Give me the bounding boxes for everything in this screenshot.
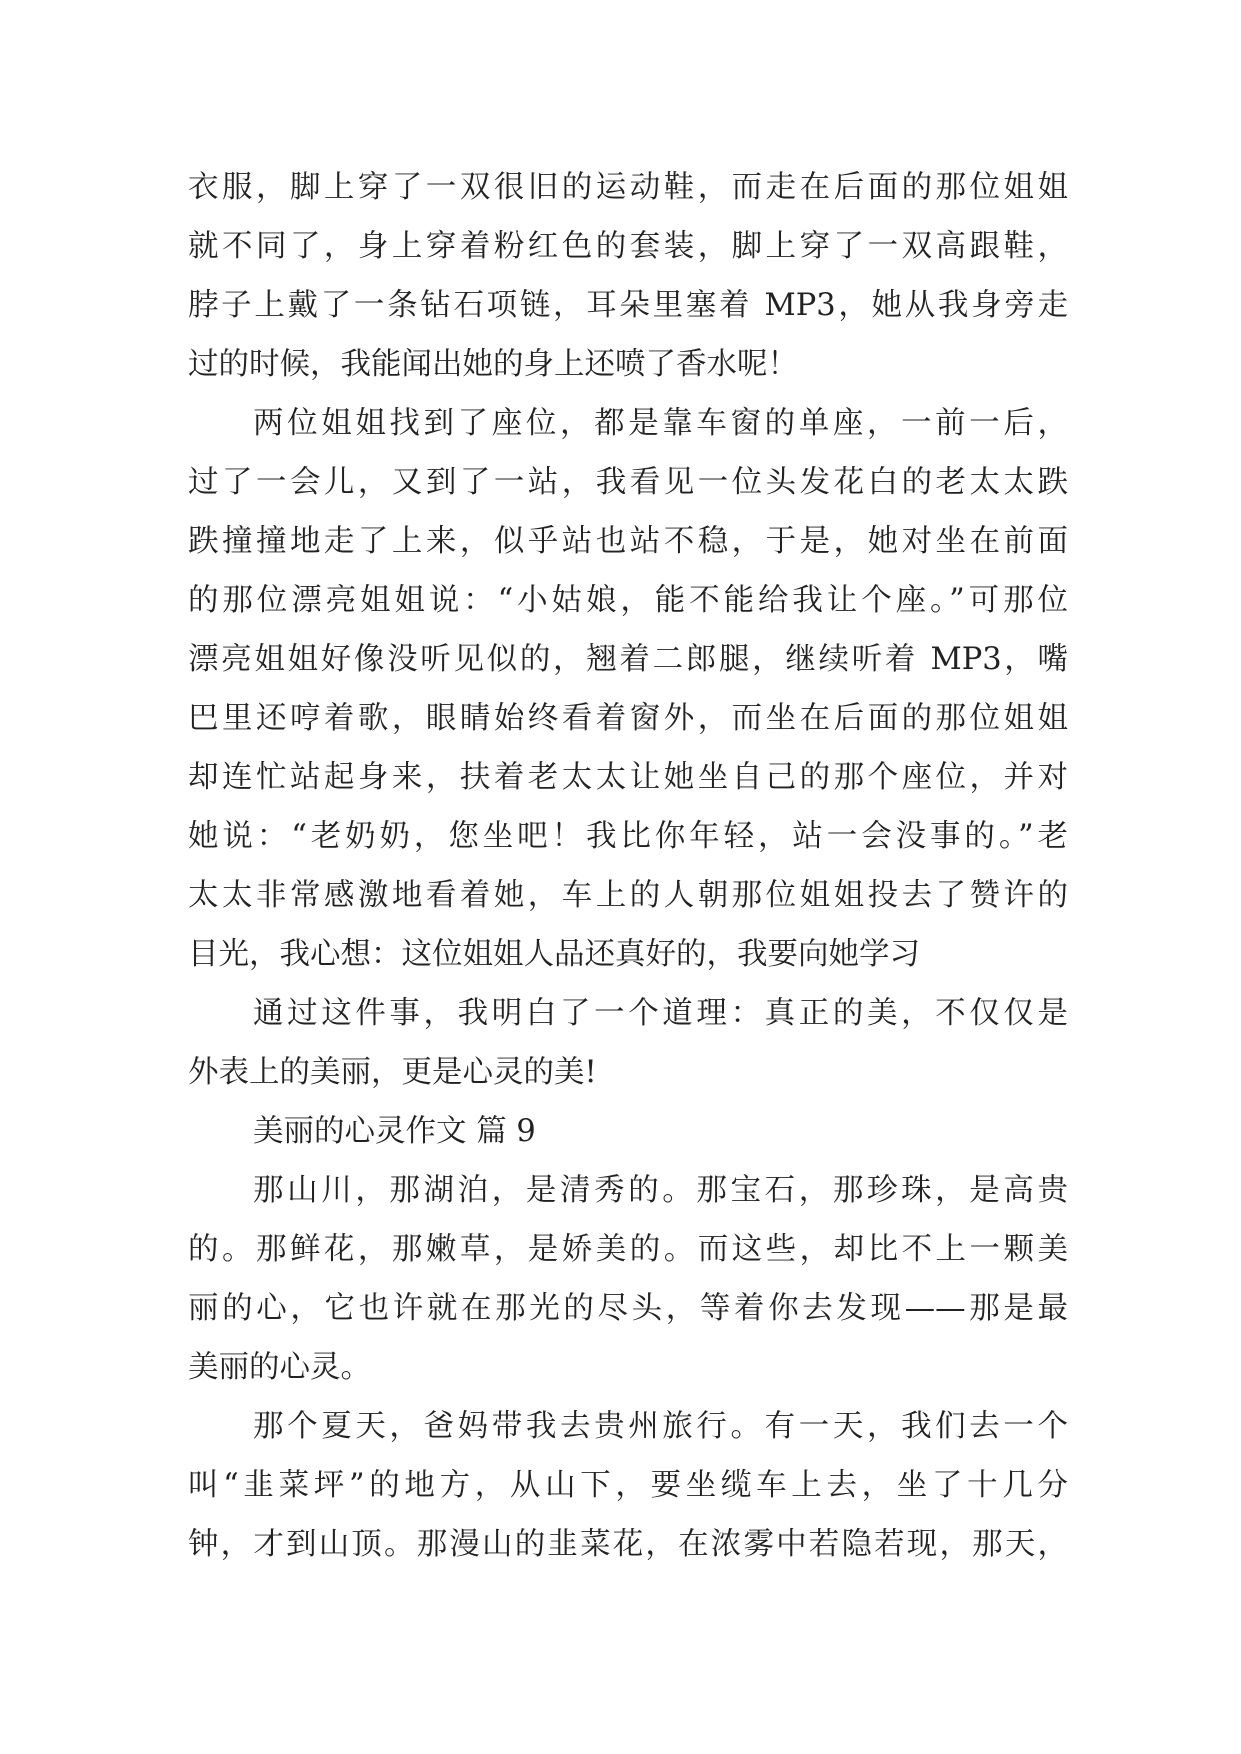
text-line: 那个夏天，爸妈带我去贵州旅行。有一天，我们去一个 [253, 1409, 1068, 1444]
text-line: 却连忙站起身来，扶着老太太让她坐自己的那个座位，并对 [188, 760, 1068, 795]
text-line: 两位姐姐找到了座位，都是靠车窗的单座，一前一后， [253, 406, 1068, 441]
text-line: 丽的心，它也许就在那光的尽头，等着你去发现——那是最 [188, 1291, 1068, 1326]
text-line: 就不同了，身上穿着粉红色的套装，脚上穿了一双高跟鞋， [188, 229, 1068, 264]
text-line: 跌撞撞地走了上来，似乎站也站不稳，于是，她对坐在前面 [188, 524, 1068, 559]
text-line: 的。那鲜花，那嫩草，是娇美的。而这些，却比不上一颗美 [188, 1232, 1068, 1267]
text-line: 美丽的心灵。 [188, 1350, 371, 1385]
text-line: 美丽的心灵作文 篇 9 [253, 1114, 536, 1149]
text-line: 巴里还哼着歌，眼睛始终看着窗外，而坐在后面的那位姐姐 [188, 701, 1068, 736]
text-line: 钟，才到山顶。那漫山的韭菜花，在浓雾中若隐若现，那天， [188, 1527, 1068, 1562]
text-line: 的那位漂亮姐姐说：“小姑娘，能不能给我让个座。”可那位 [188, 583, 1068, 618]
text-line: 衣服，脚上穿了一双很旧的运动鞋，而走在后面的那位姐姐 [188, 170, 1068, 205]
text-line: 漂亮姐姐好像没听见似的，翘着二郎腿，继续听着 MP3，嘴 [188, 642, 1068, 677]
text-line: 目光，我心想：这位姐姐人品还真好的，我要向她学习 [188, 937, 920, 972]
text-line: 叫“韭菜坪”的地方，从山下，要坐缆车上去，坐了十几分 [188, 1468, 1068, 1503]
text-line: 那山川，那湖泊，是清秀的。那宝石，那珍珠，是高贵 [253, 1173, 1068, 1208]
text-line: 过的时候，我能闻出她的身上还喷了香水呢！ [188, 347, 798, 382]
text-line: 外表上的美丽，更是心灵的美! [188, 1055, 597, 1090]
text-line: 脖子上戴了一条钻石项链，耳朵里塞着 MP3，她从我身旁走 [188, 288, 1068, 323]
text-line: 太太非常感激地看着她，车上的人朝那位姐姐投去了赞许的 [188, 878, 1068, 913]
text-line: 过了一会儿，又到了一站，我看见一位头发花白的老太太跌 [188, 465, 1068, 500]
text-line: 通过这件事，我明白了一个道理：真正的美，不仅仅是 [253, 996, 1068, 1031]
text-line: 她说：“老奶奶，您坐吧！我比你年轻，站一会没事的。”老 [188, 819, 1068, 854]
document-body [188, 158, 1068, 1574]
